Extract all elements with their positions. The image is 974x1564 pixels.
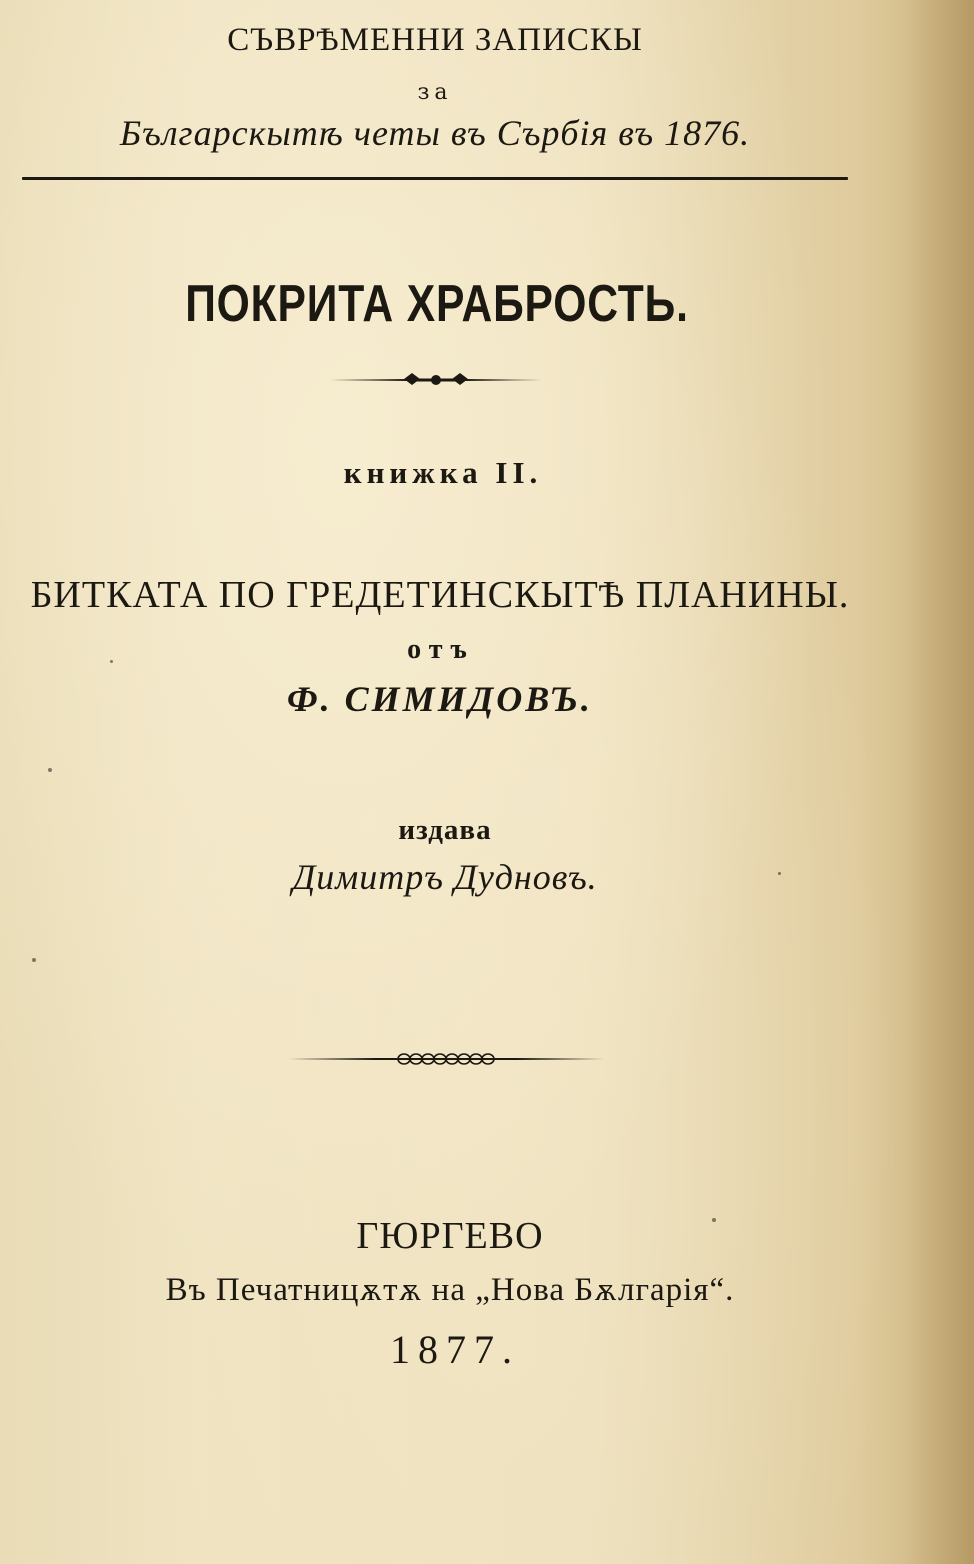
main-title: ПОКРИТА ХРАБРОСТЬ.: [185, 275, 689, 333]
publication-year: 1877.: [390, 1327, 520, 1372]
book-number: книжка II.: [343, 455, 543, 490]
ornament-divider-bottom: [286, 1046, 606, 1070]
ornament-divider-top: [328, 367, 544, 389]
author-name: Ф. СИМИДОВЪ.: [287, 679, 593, 719]
paper-speck: [712, 1218, 716, 1222]
paper-speck: [778, 872, 781, 875]
paper-speck: [110, 660, 113, 663]
series-subtitle: Българскытѣ четы въ Сърбія въ 1876.: [119, 113, 751, 153]
series-connector: за: [417, 80, 453, 105]
series-title: СЪВРѢМЕННИ ЗАПИСКЫ: [227, 22, 643, 58]
paper-speck: [32, 958, 36, 962]
publisher-prefix: издава: [398, 814, 492, 846]
book-subtitle: БИТКАТА ПО ГРЕДЕТИНСКЫТѢ ПЛАНИНЫ.: [30, 574, 850, 616]
publisher-name: Димитръ Дудновъ.: [292, 857, 598, 897]
top-rule: [22, 177, 848, 180]
paper-speck: [48, 768, 52, 772]
city: ГЮРГЕВО: [356, 1215, 544, 1257]
press-name: Въ Печатницѫтѫ на „Нова Бѫлгарія“.: [165, 1272, 735, 1308]
author-prefix: отъ: [407, 634, 475, 665]
